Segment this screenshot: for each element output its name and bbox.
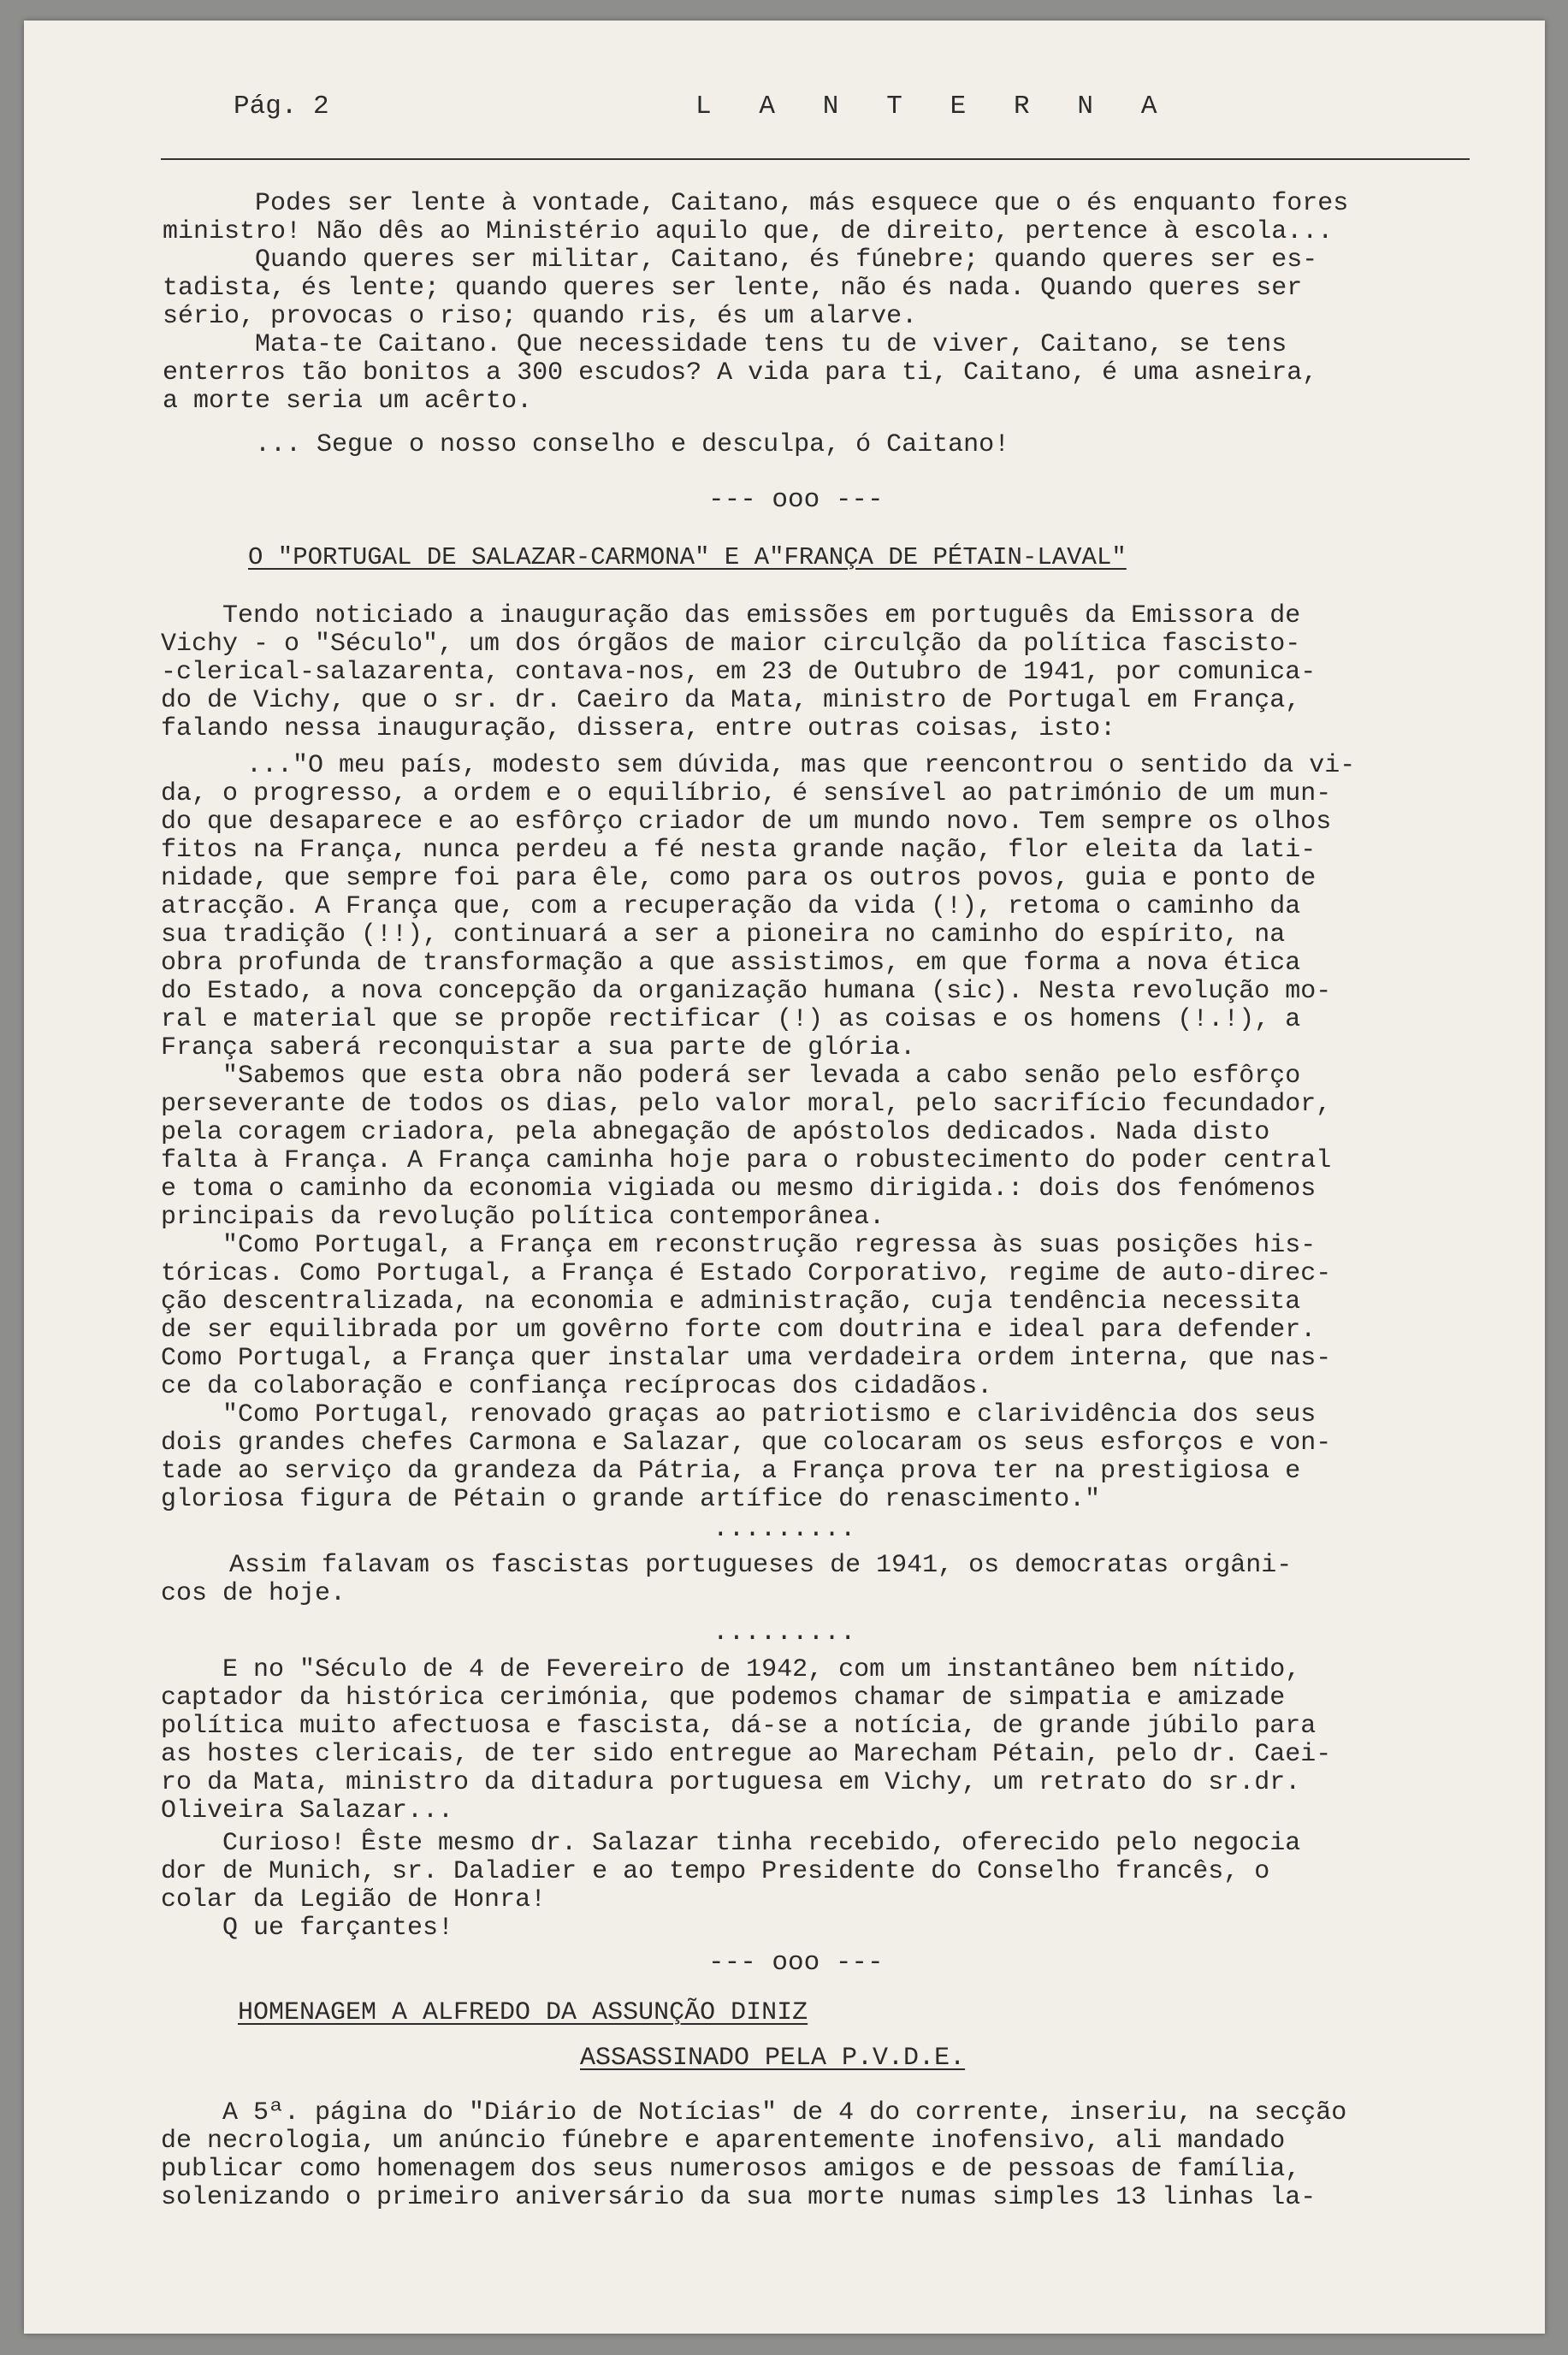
article-line: principais da revolução política contemporânea. — [161, 1203, 885, 1232]
intro-line: sério, provocas o riso; quando ris, és um alarve. — [163, 302, 918, 331]
document-page — [24, 21, 1545, 2334]
article-line: política muito afectuosa e fascista, dá-se a notícia, de grande júbilo para — [161, 1712, 1317, 1741]
article-line: Oliveira Salazar... — [161, 1796, 454, 1825]
header-rule — [161, 158, 1470, 160]
article-line: E no "Século de 4 de Fevereiro de 1942, com um instantâneo bem nítido, — [222, 1655, 1301, 1684]
article-line: dois grandes chefes Carmona e Salazar, que colocaram os seus esforços e von- — [161, 1429, 1332, 1458]
article-headline: O "PORTUGAL DE SALAZAR-CARMONA" E A"FRANÇA DE PÉTAIN-LAVAL" — [248, 543, 1127, 571]
article-line: dor de Munich, sr. Daladier e ao tempo Presidente do Conselho francês, o — [161, 1857, 1270, 1886]
article-line: cos de hoje. — [161, 1579, 346, 1608]
article-line: colar da Legião de Honra! — [161, 1885, 547, 1914]
article-line: solenizando o primeiro aniversário da sua morte numas simples 13 linhas la- — [161, 2183, 1317, 2212]
page-number: Pág. 2 — [234, 92, 329, 121]
article-line: Q ue farçantes! — [222, 1914, 454, 1943]
article-line: atracção. A França que, com a recuperação da vida (!), retoma o caminho da — [161, 892, 1301, 921]
article-line: publicar como homenagem dos seus numerosos amigos e de pessoas de família, — [161, 2155, 1301, 2184]
intro-line: Quando queres ser militar, Caitano, és fúnebre; quando queres ser es- — [255, 246, 1318, 275]
article-line: Vichy - o "Século", um dos órgãos de maior circulção da política fascisto- — [161, 630, 1301, 659]
newspaper-title: L A N T E R N A — [695, 92, 1174, 121]
article-line: -clerical-salazarenta, contava-nos, em 23 de Outubro de 1941, por comunica- — [161, 658, 1317, 687]
article-line: ce da colaboração e confiança recíprocas dos cidadãos. — [161, 1372, 993, 1401]
article-line: captador da histórica cerimónia, que podemos chamar de simpatia e amizade — [161, 1683, 1286, 1713]
article-line: do Estado, a nova concepção da organização humana (sic). Nesta revolução mo- — [161, 977, 1332, 1006]
article-line: pela coragem criadora, pela abnegação de apóstolos dedicados. Nada disto — [161, 1118, 1270, 1147]
article-headline: HOMENAGEM A ALFREDO DA ASSUNÇÃO DINIZ — [238, 1998, 808, 2027]
article-line: "Sabemos que esta obra não poderá ser levada a cabo senão pelo esfôrço — [222, 1062, 1301, 1091]
section-divider: --- ooo --- — [708, 1948, 884, 1978]
article-line: "Como Portugal, renovado graças ao patriotismo e clarividência dos seus — [222, 1400, 1317, 1429]
section-divider: --- ooo --- — [708, 485, 884, 515]
article-line: e toma o caminho da economia vigiada ou mesmo dirigida.: dois dos fenómenos — [161, 1175, 1317, 1204]
article-line: França saberá reconquistar a sua parte de glória. — [161, 1033, 916, 1062]
article-line: fitos na França, nunca perdeu a fé nesta grande nação, flor eleita da lati- — [161, 836, 1317, 865]
dotted-separator: ......... — [713, 1514, 856, 1544]
intro-line: tadista, és lente; quando queres ser lente, não és nada. Quando queres ser — [163, 274, 1303, 303]
article-line: A 5ª. página do "Diário de Notícias" de 4 do corrente, inseriu, na secção — [222, 2098, 1347, 2127]
article-line: Como Portugal, a França quer instalar uma verdadeira ordem interna, que nas- — [161, 1344, 1332, 1373]
article-line: tade ao serviço da grandeza da Pátria, a França prova ter na prestigiosa e — [161, 1457, 1301, 1486]
article-line: do de Vichy, que o sr. dr. Caeiro da Mata, ministro de Portugal em França, — [161, 686, 1301, 715]
article-line: Tendo noticiado a inauguração das emissões em português da Emissora de — [222, 601, 1301, 630]
article-line: Assim falavam os fascistas portugueses de 1941, os democratas orgâni- — [229, 1551, 1293, 1580]
article-line: perseverante de todos os dias, pelo valor moral, pelo sacrifício fecundador, — [161, 1090, 1332, 1119]
article-line: ro da Mata, ministro da ditadura portuguesa em Vichy, um retrato do sr.dr. — [161, 1768, 1301, 1797]
article-line: ral e material que se propõe rectificar (!) as coisas e os homens (!.!), a — [161, 1005, 1301, 1034]
intro-line: Mata-te Caitano. Que necessidade tens tu de viver, Caitano, se tens — [255, 330, 1287, 359]
article-line: de ser equilibrada por um govêrno forte com doutrina e ideal para defender. — [161, 1316, 1317, 1345]
intro-line: enterros tão bonitos a 300 escudos? A vida para ti, Caitano, é uma asneira, — [163, 358, 1318, 388]
intro-line: a morte seria um acêrto. — [163, 387, 533, 416]
article-line: da, o progresso, a ordem e o equilíbrio, é sensível ao património de um mun- — [161, 779, 1332, 808]
dotted-separator: ......... — [713, 1618, 856, 1648]
article-line: de necrologia, um anúncio fúnebre e aparentemente inofensivo, ali mandado — [161, 2127, 1286, 2156]
article-line: gloriosa figura de Pétain o grande artífice do renascimento." — [161, 1485, 1101, 1514]
intro-line: ... Segue o nosso conselho e desculpa, ó Caitano! — [255, 430, 1010, 459]
article-line: falta à França. A França caminha hoje para o robustecimento do poder central — [161, 1146, 1332, 1175]
article-line: falando nessa inauguração, dissera, entre outras coisas, isto: — [161, 714, 1116, 743]
article-line: obra profunda de transformação a que assistimos, em que forma a nova ética — [161, 949, 1301, 978]
article-line: as hostes clericais, de ter sido entregue ao Marecham Pétain, pelo dr. Caei- — [161, 1740, 1332, 1769]
intro-line: Podes ser lente à vontade, Caitano, más esquece que o és enquanto fores — [255, 189, 1349, 218]
article-line: do que desaparece e ao esfôrço criador de um mundo novo. Tem sempre os olhos — [161, 808, 1332, 837]
article-line: ..."O meu país, modesto sem dúvida, mas que reencontrou o sentido da vi- — [246, 751, 1356, 780]
article-headline: ASSASSINADO PELA P.V.D.E. — [580, 2044, 966, 2073]
intro-line: ministro! Não dês ao Ministério aquilo que, de direito, pertence à escola... — [163, 217, 1334, 246]
article-line: nidade, que sempre foi para êle, como para os outros povos, guia e ponto de — [161, 864, 1317, 893]
article-line: sua tradição (!!), continuará a ser a pioneira no caminho do espírito, na — [161, 920, 1286, 950]
article-line: ção descentralizada, na economia e administração, cuja tendência necessita — [161, 1287, 1301, 1317]
article-line: Curioso! Êste mesmo dr. Salazar tinha recebido, oferecido pelo negocia — [222, 1829, 1301, 1858]
article-line: "Como Portugal, a França em reconstrução regressa às suas posições his- — [222, 1231, 1317, 1260]
article-line: tóricas. Como Portugal, a França é Estado Corporativo, regime de auto-direc- — [161, 1259, 1332, 1288]
